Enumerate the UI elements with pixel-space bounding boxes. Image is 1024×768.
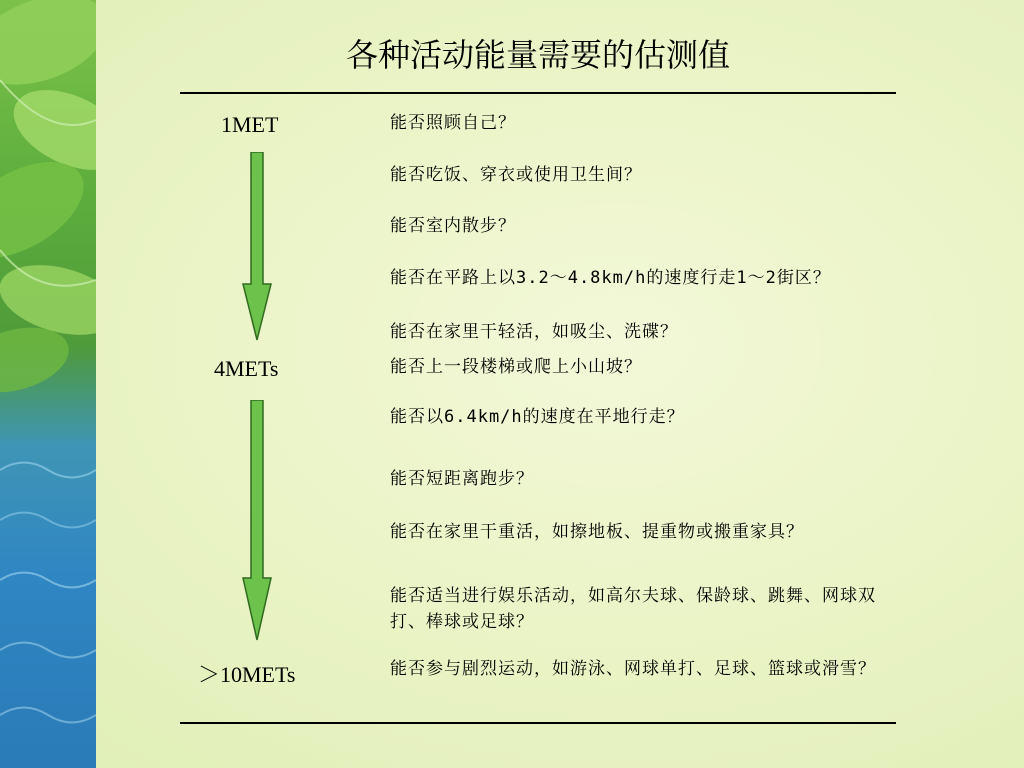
top-divider [180, 92, 896, 94]
question-stairs: 能否上一段楼梯或爬上小山坡？ [390, 357, 642, 377]
question-indoor-walk: 能否室内散步？ [390, 216, 516, 236]
water-decoration [0, 0, 96, 768]
met-level-high: ＞10METs [198, 662, 296, 687]
page-title: 各种活动能量需要的估测值 [345, 36, 730, 74]
question-flat-walk: 能否在平路上以3.2～4.8km/h的速度行走1～2街区？ [390, 268, 831, 288]
met-level-mid: 4METs [214, 356, 279, 381]
question-light-housework: 能否在家里干轻活，如吸尘、洗碟？ [390, 322, 678, 342]
question-eat-dress: 能否吃饭、穿衣或使用卫生间？ [390, 165, 642, 185]
down-arrow-icon [242, 152, 272, 342]
left-decoration-panel [0, 0, 96, 768]
question-heavy-housework: 能否在家里干重活，如擦地板、提重物或搬重家具？ [390, 522, 804, 542]
bottom-divider [180, 722, 896, 724]
question-fast-walk: 能否以6.4km/h的速度在平地行走？ [390, 407, 685, 427]
down-arrow-icon [242, 400, 272, 642]
met-level-low: 1MET [221, 112, 279, 137]
question-recreation: 能否适当进行娱乐活动，如高尔夫球、保龄球、跳舞、网球双打、棒球或足球？ [390, 586, 876, 632]
question-strenuous-sport: 能否参与剧烈运动，如游泳、网球单打、足球、篮球或滑雪？ [390, 659, 876, 679]
question-short-run: 能否短距离跑步？ [390, 469, 534, 489]
question-self-care: 能否照顾自己？ [390, 113, 516, 133]
